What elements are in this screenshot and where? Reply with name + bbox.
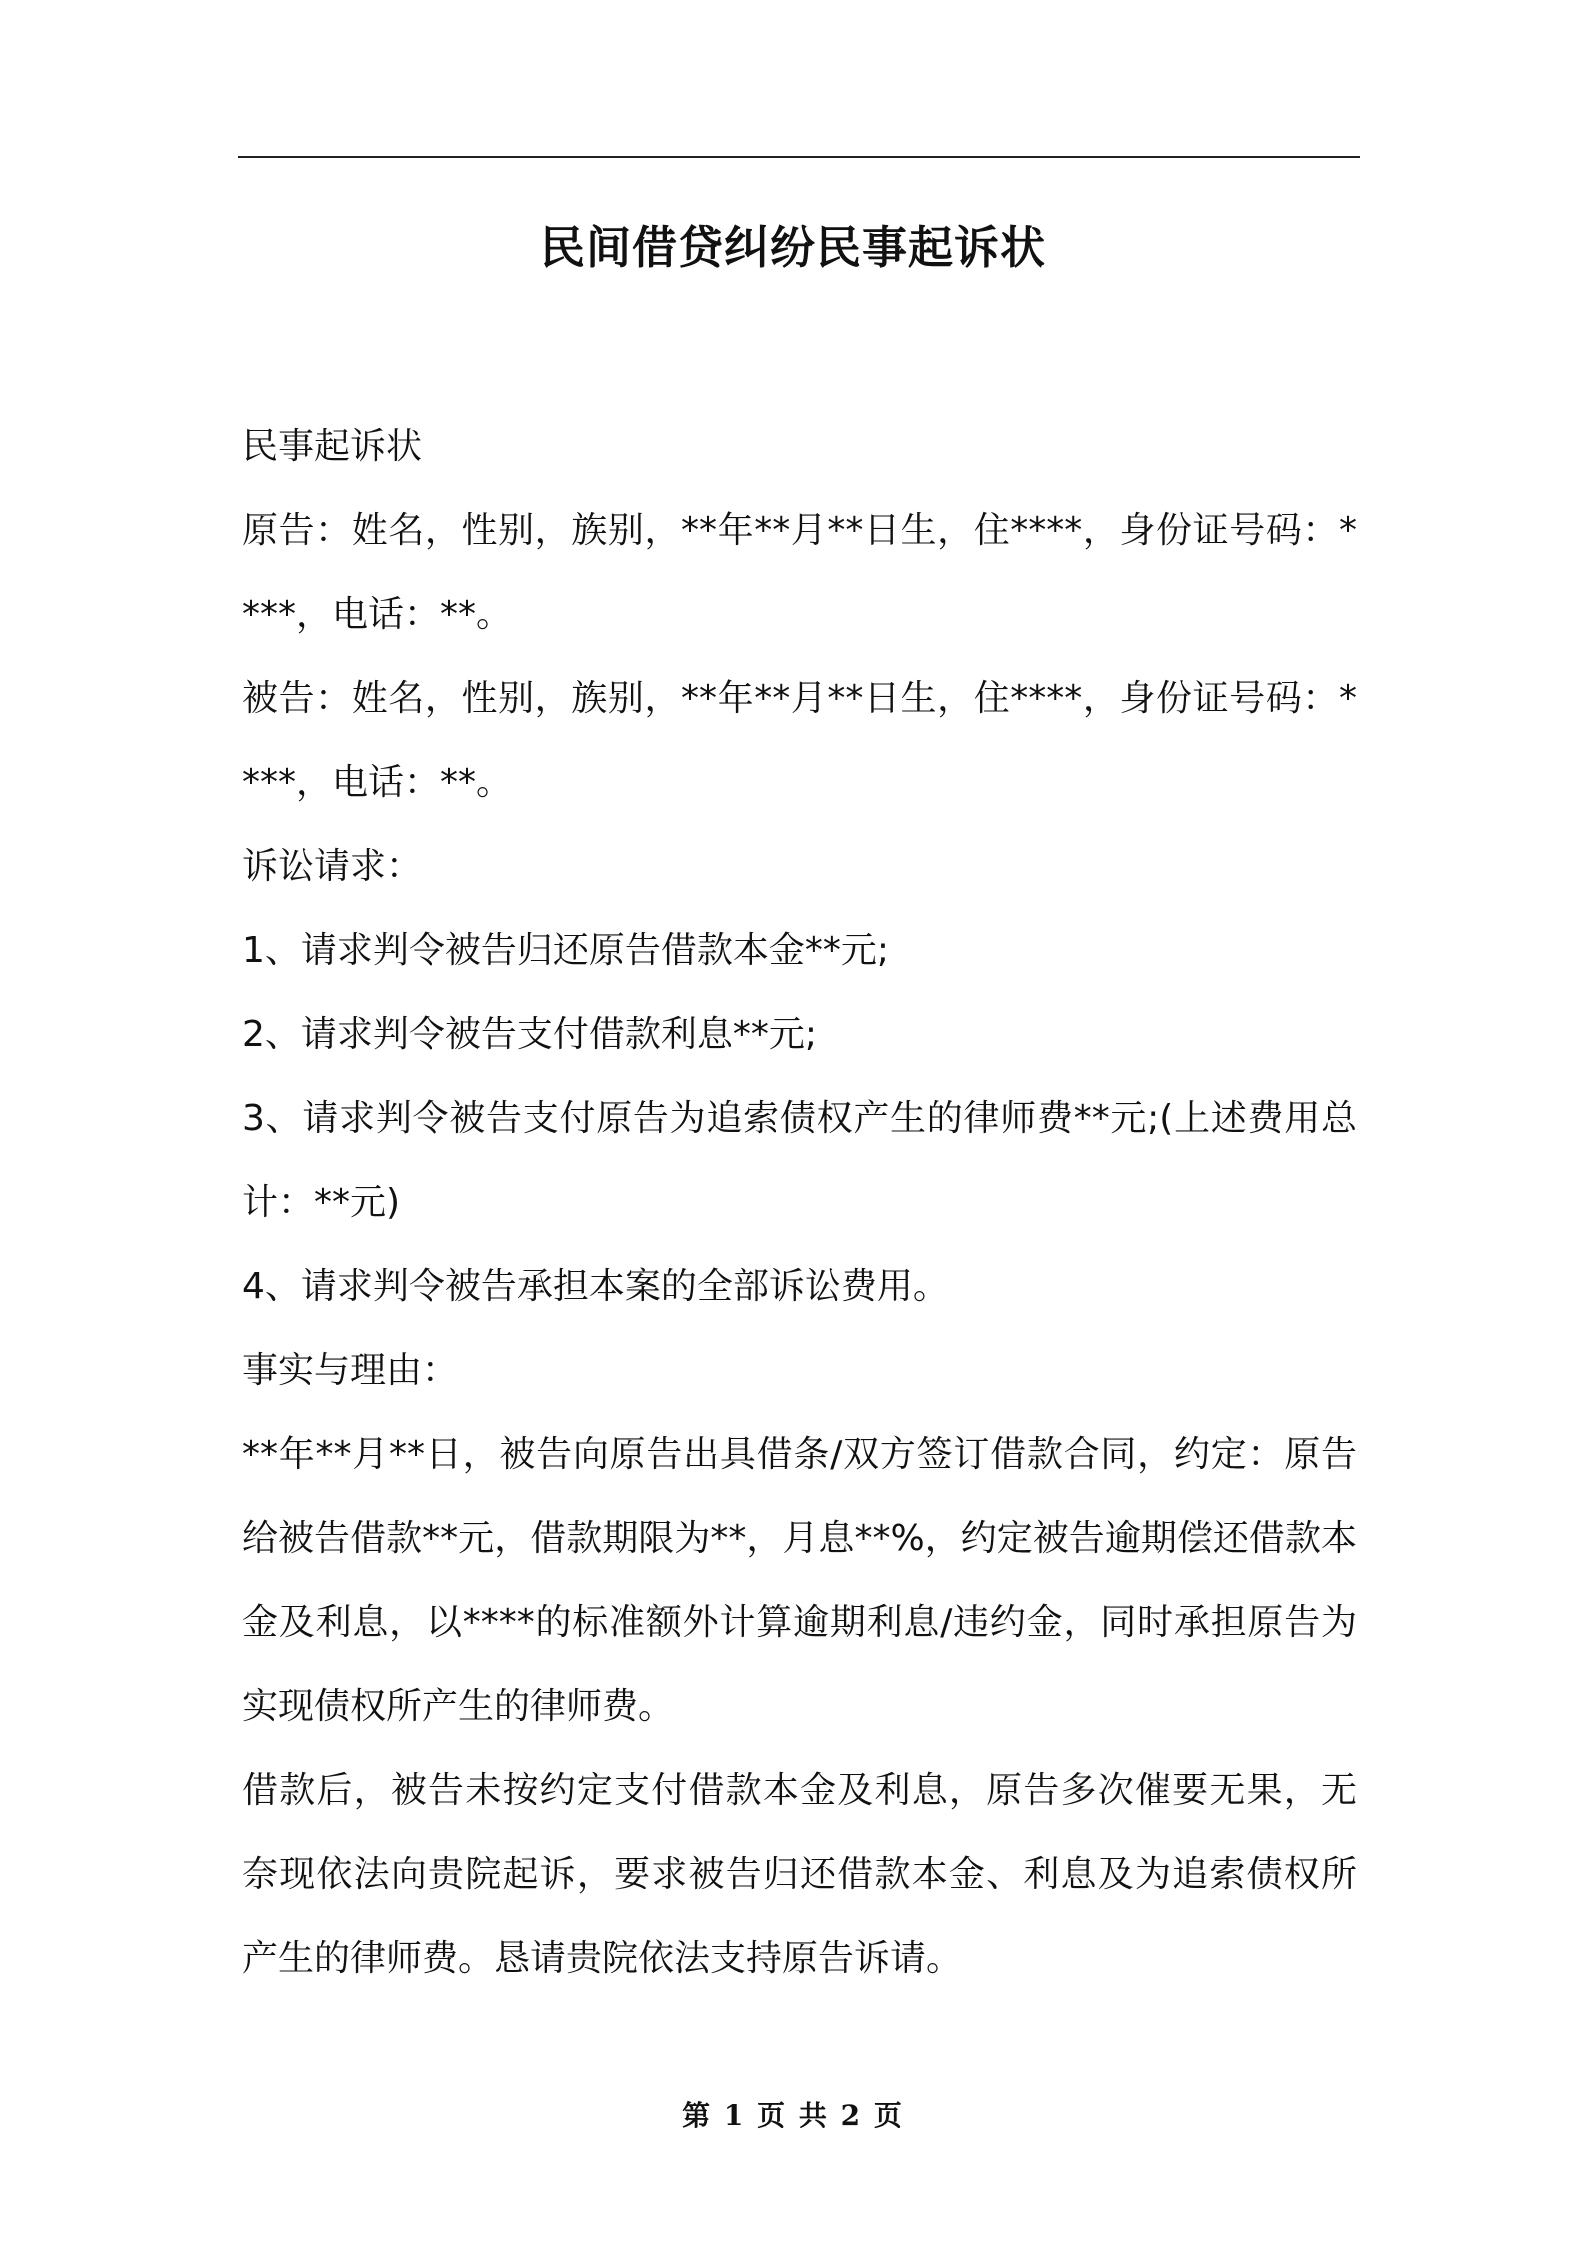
paragraph-claim-4: 4、请求判令被告承担本案的全部诉讼费用。 (242, 1266, 949, 1307)
document-body (242, 405, 1357, 2001)
paragraph-claim-3: 3、请求判令被告支付原告为追索债权产生的律师费**元;(上述费用总计：**元) (242, 1098, 1357, 1223)
paragraph-heading: 民事起诉状 (242, 426, 423, 467)
paragraph-claims-heading: 诉讼请求： (242, 846, 423, 887)
paragraph-claim-1: 1、请求判令被告归还原告借款本金**元; (242, 930, 890, 971)
paragraph-plaintiff: 原告：姓名，性别，族别，**年**月**日生，住****，身份证号码：****，电话：**。 (242, 510, 1357, 635)
paragraph-facts-2: 借款后，被告未按约定支付借款本金及利息，原告多次催要无果，无奈现依法向贵院起诉，要求被告归还借款本金、利息及为追索债权所产生的律师费。恳请贵院依法支持原告诉请。 (242, 1770, 1357, 1979)
paragraph-claim-2: 2、请求判令被告支付借款利息**元; (242, 1014, 818, 1055)
paragraph-facts-1: **年**月**日，被告向原告出具借条/双方签订借款合同，约定：原告给被告借款**元，借款期限为**，月息**%，约定被告逾期偿还借款本金及利息，以****的标准额外计算逾期利息/违约金，同时承担原告为实现债权所产生的律师费。 (242, 1434, 1357, 1727)
document-title: 民间借贷纠纷民事起诉状 (539, 221, 1046, 274)
paragraph-facts-heading: 事实与理由： (242, 1350, 459, 1391)
header-rule (238, 156, 1360, 158)
paragraph-defendant: 被告：姓名，性别，族别，**年**月**日生，住****，身份证号码：****，电话：**。 (242, 678, 1357, 803)
page-footer: 第 1 页 共 2 页 (682, 2099, 904, 2132)
